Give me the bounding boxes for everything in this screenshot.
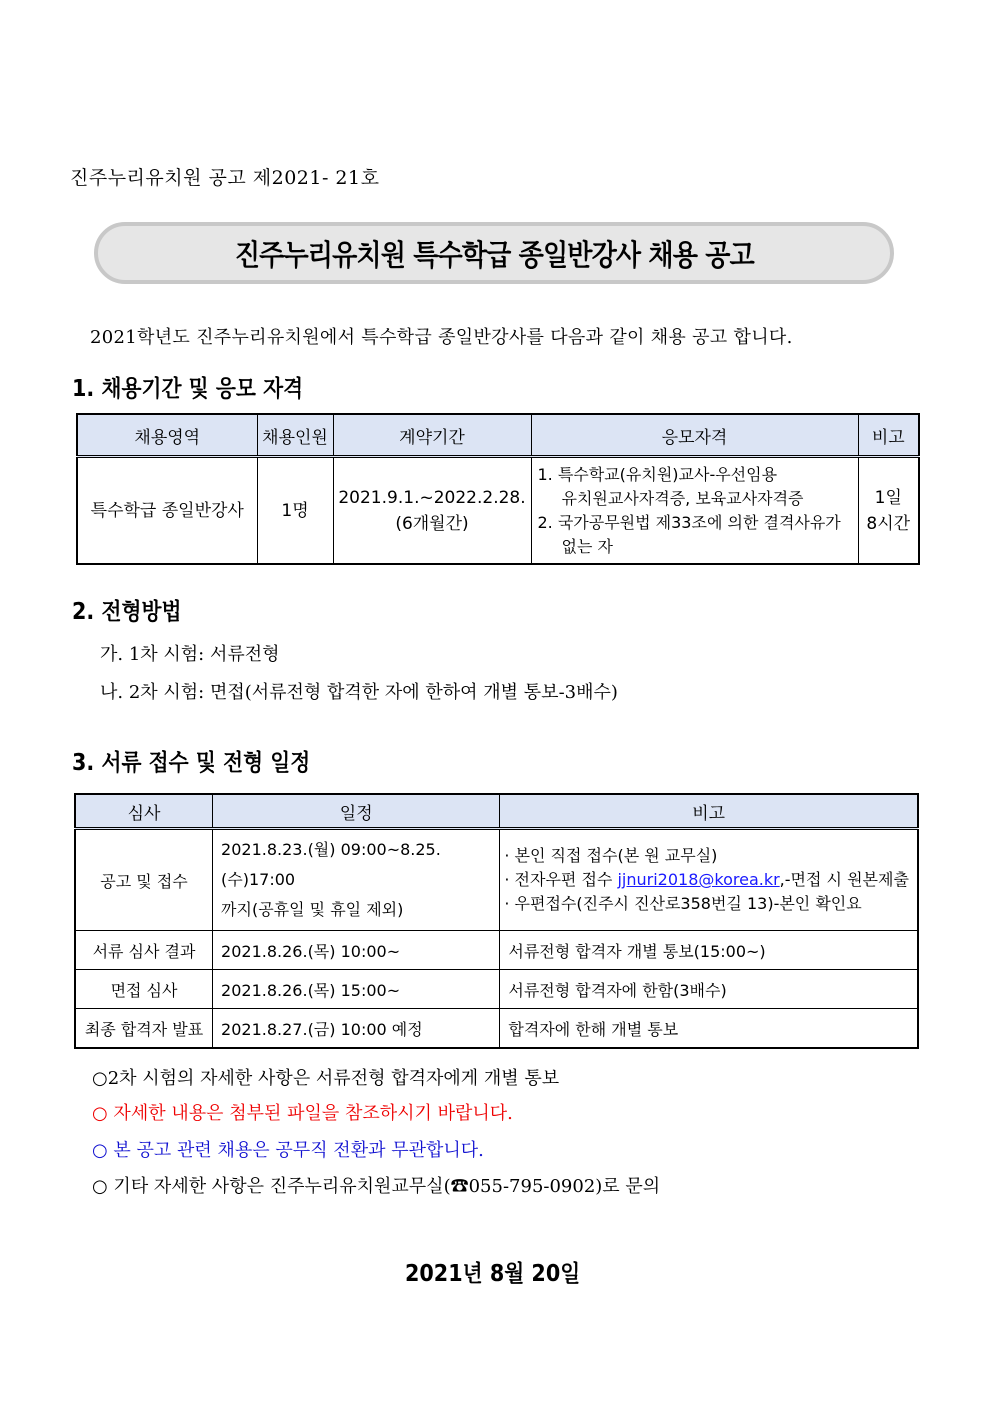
schedule-table [74,793,919,1049]
note-hours: 8시간 [866,513,911,534]
selection-step-1: 가. 1차 시험: 서류전형 [100,644,280,665]
cell-remarks: 서류전형 합격자 개별 통보(15:00~) [500,931,918,970]
table-row [75,931,918,970]
cell-schedule: 2021.8.26.(목) 10:00~ [213,931,500,970]
title-banner [94,222,894,284]
cell-stage: 서류 심사 결과 [75,931,213,970]
section-1-heading: 1. 채용기간 및 응모 자격 [72,376,304,402]
cell-schedule: 2021.8.26.(목) 15:00~ [213,970,500,1009]
qualification-1: 1. 특수학교(유치원)교사-우선임용 [537,464,778,484]
period-duration: (6개월간) [395,513,469,534]
header-qualification: 응모자격 [531,414,858,457]
header-remarks: 비고 [500,794,918,829]
header-schedule: 일정 [213,794,500,829]
cell-stage: 면접 심사 [75,970,213,1009]
section-2-heading: 2. 전형방법 [72,599,182,625]
period-range: 2021.9.1.~2022.2.28. [338,487,526,508]
remark-post: · 우편접수(진주시 진산로358번길 13)-본인 확인요 [504,894,862,913]
bullet-civil-service-notice: ○ 본 공고 관련 채용은 공무직 전환과 무관합니다. [92,1140,484,1161]
header-stage: 심사 [75,794,213,829]
table-row [75,1009,918,1049]
cell-count: 1명 [257,457,333,565]
schedule-exclusion: 까지(공휴일 및 휴일 제외) [221,900,404,919]
cell-stage: 최종 합격자 발표 [75,1009,213,1049]
header-area: 채용영역 [77,414,257,457]
cell-stage: 공고 및 접수 [75,829,213,931]
remark-email [504,868,913,892]
recruitment-table [76,413,920,565]
selection-step-2: 나. 2차 시험: 면접(서류전형 합격한 자에 한하여 개별 통보-3배수) [100,682,618,703]
remark-email-suffix: ,-면접 시 원본제출 [779,870,909,889]
announcement-date: 2021년 8월 20일 [405,1261,581,1287]
bullet-interview-details: ○2차 시험의 자세한 사항은 서류전형 합격자에게 개별 통보 [92,1068,560,1089]
table-row [75,970,918,1009]
table-row [77,457,919,565]
qualification-2-detail: 없는 자 [561,536,613,556]
cell-qualification [531,457,858,565]
section-3-heading: 3. 서류 접수 및 전형 일정 [72,750,311,776]
schedule-range: 2021.8.23.(월) 09:00~8.25.(수)17:00 [221,840,441,889]
notice-number: 진주누리유치원 공고 제2021- 21호 [70,167,380,189]
note-days: 1일 [874,487,902,508]
cell-area: 특수학급 종일반강사 [77,457,257,565]
qualification-1-detail: 유치원교사자격증, 보육교사자격증 [561,488,804,508]
cell-remarks [500,829,918,931]
cell-schedule: 2021.8.27.(금) 10:00 예정 [213,1009,500,1049]
cell-note [858,457,919,565]
cell-remarks: 서류전형 합격자에 한함(3배수) [500,970,918,1009]
remark-email-prefix: · 전자우편 접수 [504,870,618,889]
table-row [75,829,918,931]
cell-period [333,457,531,565]
cell-remarks: 합격자에 한해 개별 통보 [500,1009,918,1049]
page-title: 진주누리유치원 특수학급 종일반강사 채용 공고 [234,237,754,272]
bullet-contact-info: ○ 기타 자세한 사항은 진주누리유치원교무실(☎055-795-0902)로 문의 [92,1176,661,1197]
header-count: 채용인원 [257,414,333,457]
email-link[interactable]: jjnuri2018@korea.kr [617,870,780,889]
bullet-attachment-notice: ○ 자세한 내용은 첨부된 파일을 참조하시기 바랍니다. [92,1103,513,1124]
header-period: 계약기간 [333,414,531,457]
header-note: 비고 [858,414,919,457]
remark-in-person: · 본인 직접 접수(본 원 교무실) [504,846,718,865]
qualification-2: 2. 국가공무원법 제33조에 의한 결격사유가 [537,512,841,532]
intro-text: 2021학년도 진주누리유치원에서 특수학급 종일반강사를 다음과 같이 채용 공고 합니다. [90,327,793,348]
cell-schedule [213,829,500,931]
